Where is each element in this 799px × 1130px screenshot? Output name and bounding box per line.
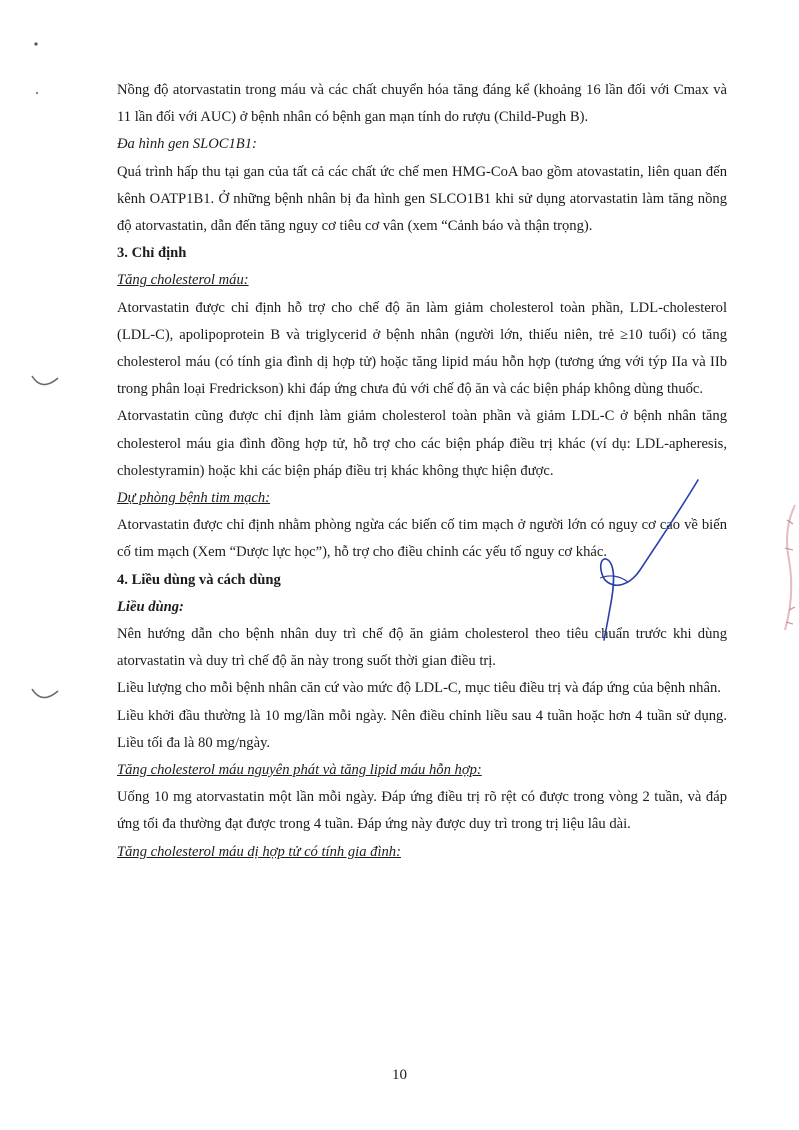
subheading: Liều dùng: (117, 598, 184, 615)
section-heading: 3. Chỉ định (117, 245, 187, 262)
section-heading: 4. Liều dùng và cách dùng (117, 571, 281, 588)
hole-punch-mark-upper (28, 370, 64, 394)
subheading: Tăng cholesterol máu nguyên phát và tăng lipid máu hỗn hợp: (117, 762, 482, 779)
body-paragraph: Atorvastatin cũng được chỉ định làm giảm cholesterol toàn phần và giảm LDL-C ở bệnh nhân tăng cholesterol máu gia đình đồng hợp tử, hỗ trợ cho các biện pháp điều trị khác (ví dụ: LDL-apheresis, cholestyramin) hoặc khi các biện pháp điều trị khác không thực hiện được. (117, 408, 727, 479)
body-paragraph: Atorvastatin được chỉ định nhằm phòng ngừa các biến cố tim mạch ở người lớn có nguy cơ cao về biến cố tim mạch (Xem “Dược lực học”), hỗ trợ cho điều chỉnh các yếu tố nguy cơ khác. (117, 517, 727, 561)
subheading: Dự phòng bệnh tim mạch: (117, 490, 271, 507)
body-paragraph: Nên hướng dẫn cho bệnh nhân duy trì chế độ ăn giảm cholesterol theo tiêu chuẩn trước khi dùng atorvastatin và duy trì chế độ ăn này trong suốt thời gian điều trị. (117, 626, 727, 670)
subheading: Tăng cholesterol máu dị hợp tử có tính gia đình: (117, 843, 401, 860)
body-paragraph: Uống 10 mg atorvastatin một lần mỗi ngày. Đáp ứng điều trị rõ rệt có được trong vòng 2 tuần, và đáp ứng tối đa thường đạt được trong 4 tuần. Đáp ứng này được duy trì trong trị liệu lâu dài. (117, 789, 727, 833)
body-paragraph: Quá trình hấp thu tại gan của tất cả các chất ức chế men HMG-CoA bao gồm atovastatin, liên quan đến kênh OATP1B1. Ở những bệnh nhân bị đa hình gen SLCO1B1 khi sử dụng atorvastatin làm tăng nồng độ atorvastatin, dẫn đến tăng nguy cơ tiêu cơ vân (xem “Cảnh báo và thận trọng). (117, 163, 727, 235)
subheading: Tăng cholesterol máu: (117, 272, 249, 289)
subheading: Đa hình gen SLOC1B1: (117, 136, 257, 153)
hole-punch-mark-lower (28, 683, 64, 707)
margin-dots (32, 40, 42, 100)
body-paragraph: Liều khởi đầu thường là 10 mg/lần mỗi ngày. Nên điều chỉnh liều sau 4 tuần hoặc hơn 4 tuần sử dụng. Liều tối đa là 80 mg/ngày. (117, 707, 727, 751)
body-paragraph: Atorvastatin được chỉ định hỗ trợ cho chế độ ăn làm giảm cholesterol toàn phần, LDL-cholesterol (LDL-C), apolipoprotein B và triglycerid ở bệnh nhân (người lớn, thiếu niên, trẻ ≥10 tuổi) có tăng cholesterol máu (có tính gia đình dị hợp tử) hoặc tăng lipid máu hỗn hợp (tương ứng với týp IIa và IIb trong phân loại Fredrickson) khi đáp ứng chưa đủ với chế độ ăn và các biện pháp không dùng thuốc. (117, 299, 727, 398)
body-paragraph: Nồng độ atorvastatin trong máu và các chất chuyển hóa tăng đáng kể (khoảng 16 lần đối với Cmax và 11 lần đối với AUC) ở bệnh nhân có bệnh gan mạn tính do rượu (Child-Pugh B). (117, 82, 727, 126)
stamp-fragment (777, 500, 799, 640)
handwritten-initial (580, 470, 710, 660)
body-paragraph: Liều lượng cho mỗi bệnh nhân căn cứ vào mức độ LDL-C, mục tiêu điều trị và đáp ứng của bệnh nhân. (117, 680, 721, 697)
page-number: 10 (392, 1067, 407, 1083)
